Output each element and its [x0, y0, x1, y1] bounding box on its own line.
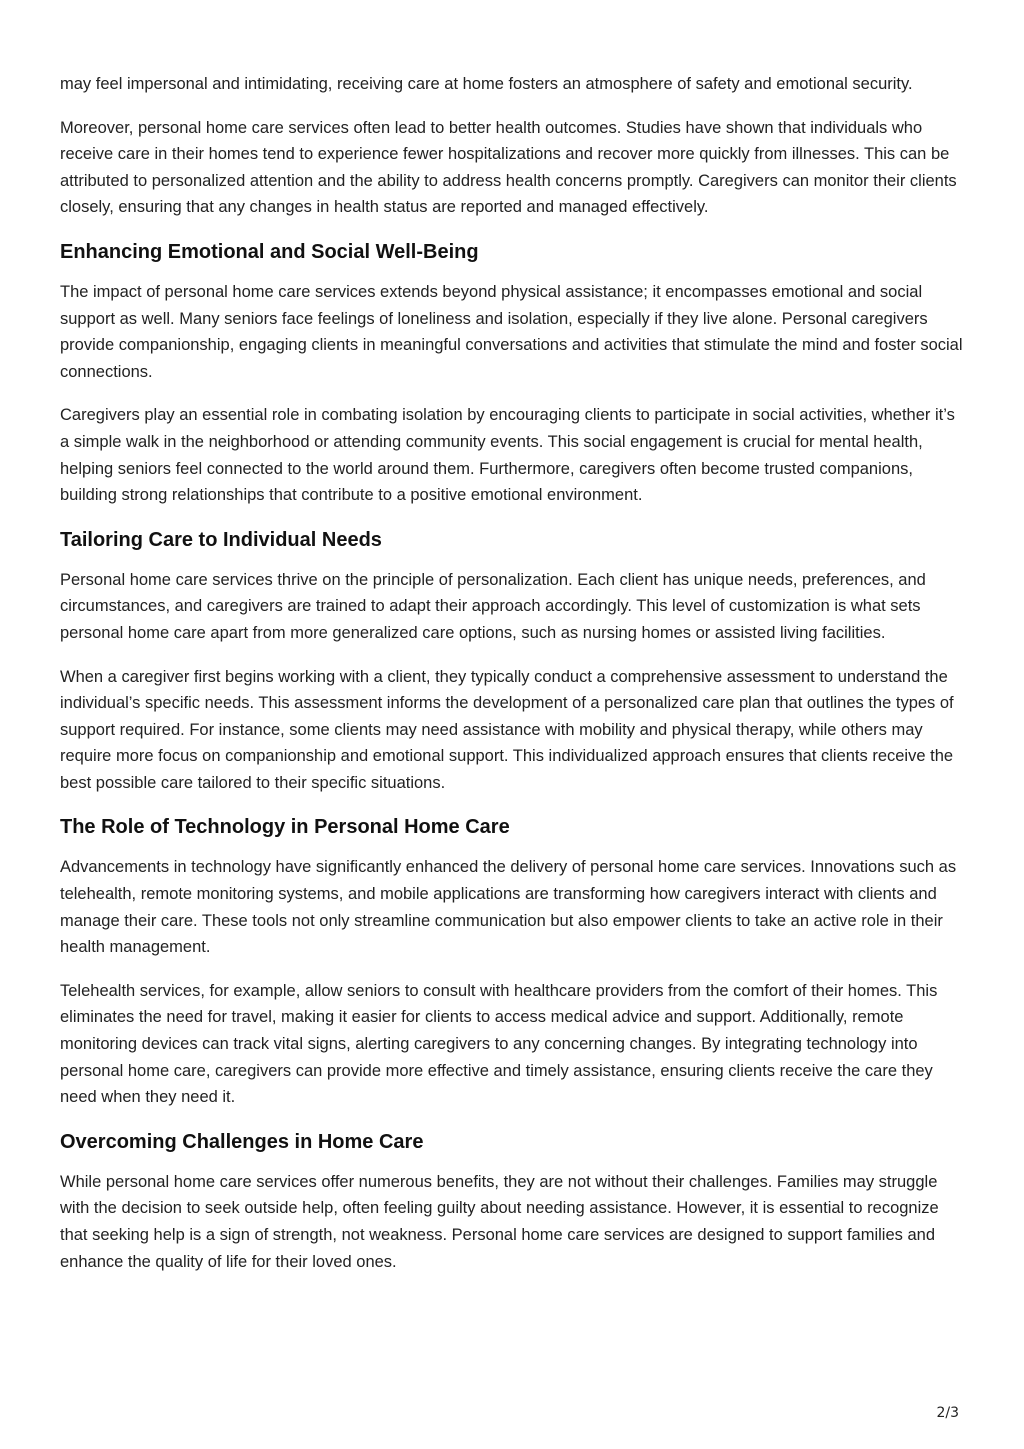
paragraph-combating-isolation: Caregivers play an essential role in combating isolation by encouraging clients to participate in social activities, whether it’s a simple walk in the neighborhood or attending community events. This social engagement is crucial for mental health, helping seniors feel connected to the world around them. Furthermore, caregivers often become trusted companions, building strong relationships that contribute to a positive emotional environment. — [60, 406, 955, 505]
heading-emotional-social: Enhancing Emotional and Social Well-Being — [60, 240, 479, 263]
paragraph-personalization: Personal home care services thrive on the principle of personalization. Each client has unique needs, preferences, and circumstances, and caregivers are trained to adapt their approach accordingly. This level of customization is what sets personal home care apart from more generalized care options, such as nursing homes or assisted living facilities. — [60, 570, 926, 642]
heading-technology: The Role of Technology in Personal Home Care — [60, 816, 510, 839]
paragraph-telehealth: Telehealth services, for example, allow seniors to consult with healthcare providers from the comfort of their homes. This eliminates the need for travel, making it easier for clients to access medical advice and support. Additionally, remote monitoring devices can track vital signs, alerting caregivers to any concerning changes. By integrating technology into personal home care, caregivers can provide more effective and timely assistance, ensuring clients receive the care they need when they need it. — [60, 981, 938, 1107]
document-body — [60, 71, 965, 1292]
page-number: 2/3 — [936, 1405, 959, 1421]
paragraph-technology-advancements: Advancements in technology have significantly enhanced the delivery of personal home care services. Innovations such as telehealth, remote monitoring systems, and mobile applications are transforming how caregivers interact with clients and manage their care. These tools not only streamline communication but also empower clients to take an active role in their health management. — [60, 858, 957, 957]
paragraph-emotional-support: The impact of personal home care services extends beyond physical assistance; it encompasses emotional and social support as well. Many seniors face feelings of loneliness and isolation, especially if they live alone. Personal caregivers provide companionship, engaging clients in meaningful conversations and activities that stimulate the mind and foster social connections. — [60, 282, 963, 381]
paragraph-continuation: may feel impersonal and intimidating, receiving care at home fosters an atmosphere of safety and emotional security. — [60, 75, 913, 93]
paragraph-assessment: When a caregiver first begins working with a client, they typically conduct a comprehensive assessment to understand the individual’s specific needs. This assessment informs the development of a personalized care plan that outlines the types of support required. For instance, some clients may need assistance with mobility and physical therapy, while others may require more focus on companionship and emotional support. This individualized approach ensures that clients receive the best possible care tailored to their specific situations. — [60, 667, 954, 792]
paragraph-challenges: While personal home care services offer numerous benefits, they are not without their challenges. Families may struggle with the decision to seek outside help, often feeling guilty about needing assistance. However, it is essential to recognize that seeking help is a sign of strength, not weakness. Personal home care services are designed to support families and enhance the quality of life for their loved ones. — [60, 1172, 939, 1271]
heading-challenges: Overcoming Challenges in Home Care — [60, 1130, 424, 1153]
heading-tailoring-care: Tailoring Care to Individual Needs — [60, 528, 382, 551]
paragraph-health-outcomes: Moreover, personal home care services often lead to better health outcomes. Studies have shown that individuals who receive care in their homes tend to experience fewer hospitalizations and recover more quickly from illnesses. This can be attributed to personalized attention and the ability to address health concerns promptly. Caregivers can monitor their clients closely, ensuring that any changes in health status are reported and managed effectively. — [60, 118, 957, 217]
